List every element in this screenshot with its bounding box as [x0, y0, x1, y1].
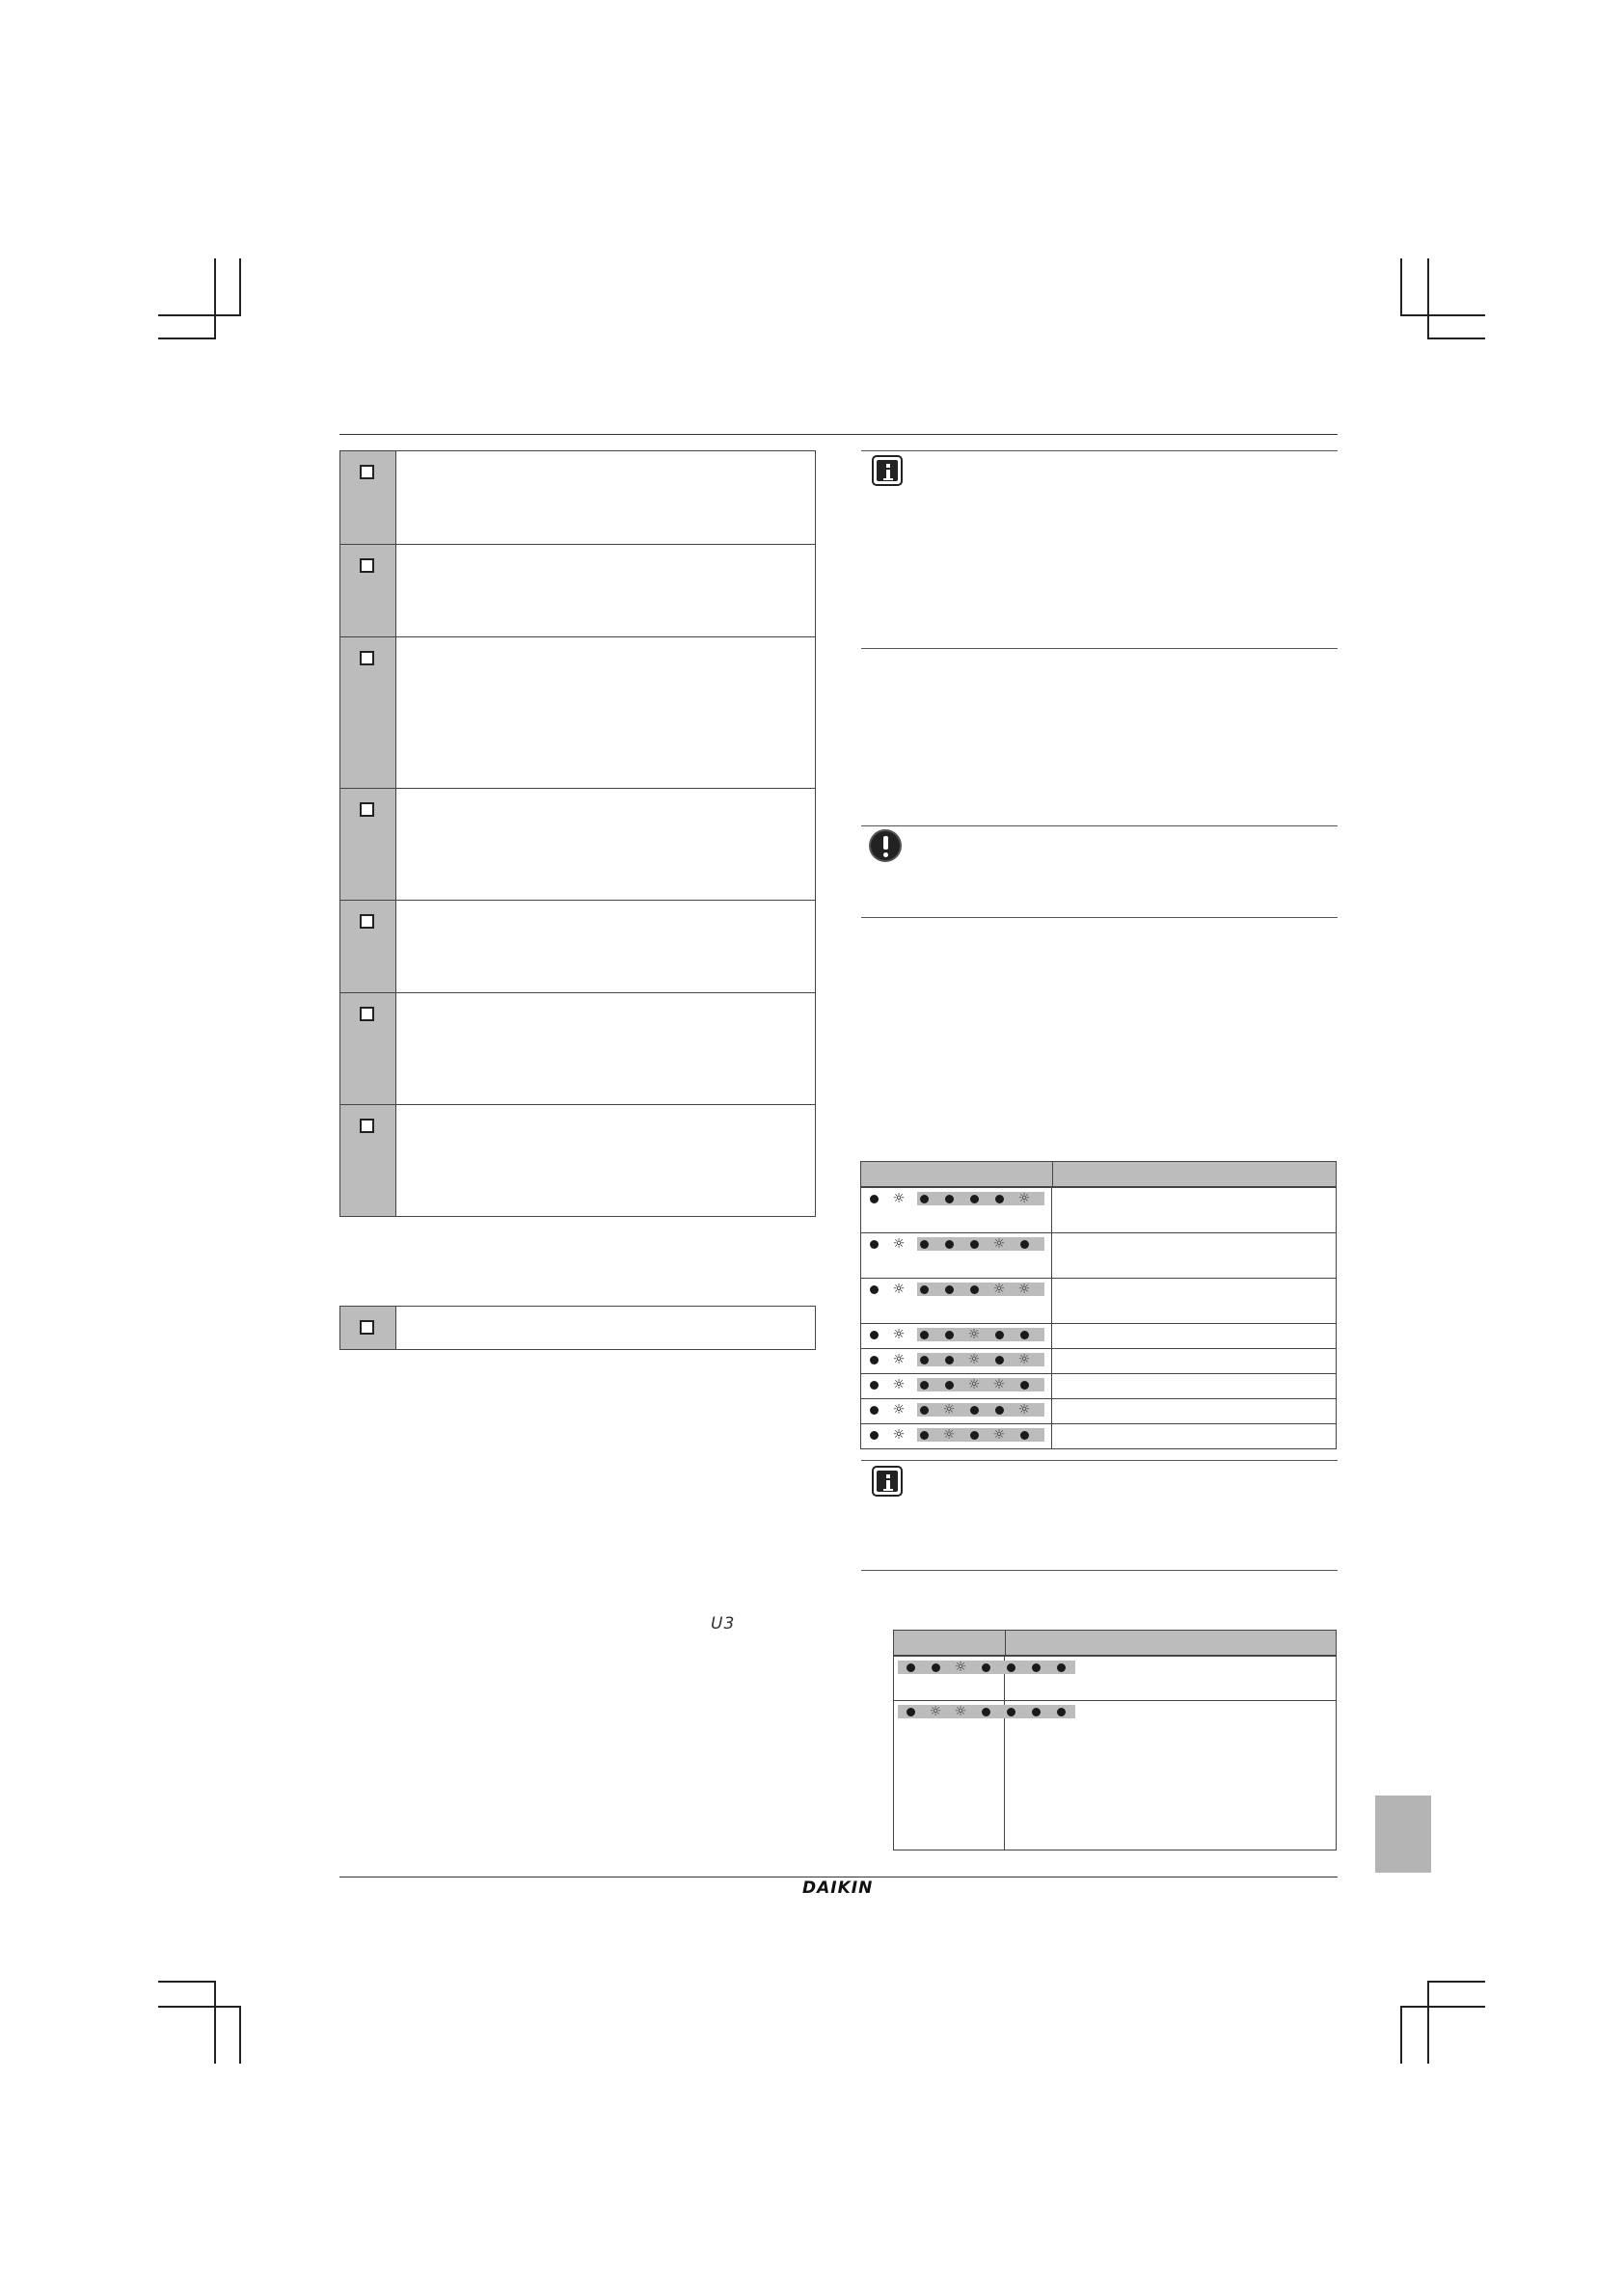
led-status-table: [893, 1630, 1337, 1850]
led-off-icon: [1023, 1661, 1048, 1674]
checklist-item-text: [396, 1307, 815, 1349]
led-off-icon: [861, 1403, 886, 1417]
checklist-row: [340, 636, 815, 788]
led-blink-icon: ☼: [929, 1704, 942, 1719]
led-off-icon: [911, 1428, 936, 1442]
led-blink-icon: ☼: [967, 1327, 981, 1342]
checklist-item-text: [396, 637, 815, 788]
led-off-icon: [998, 1705, 1023, 1718]
led-blink-icon: ☼: [1017, 1352, 1031, 1367]
crop-mark: [1400, 314, 1485, 316]
led-blink-icon: ☼: [942, 1402, 956, 1418]
checkbox[interactable]: [360, 1320, 374, 1335]
led-off-icon: [1012, 1428, 1037, 1442]
checklist-item-text: [396, 993, 815, 1104]
led-off-icon: [911, 1283, 936, 1296]
table-row: [861, 1187, 1336, 1232]
crop-mark: [1400, 2006, 1485, 2008]
crop-mark: [1400, 2006, 1402, 2064]
led-blink-icon: ☼: [992, 1427, 1006, 1443]
note-rule: [861, 917, 1338, 918]
led-blink-icon: ☼: [992, 1236, 1006, 1252]
header-rule: [339, 434, 1338, 435]
crop-mark: [158, 1981, 214, 1983]
checklist-checkbox-cell: [340, 1307, 396, 1349]
led-description-cell: [1005, 1701, 1336, 1850]
led-description-cell: [1052, 1424, 1336, 1448]
led-strip: [861, 1237, 1037, 1251]
crop-mark: [1400, 258, 1402, 316]
led-off-icon: [911, 1192, 936, 1205]
note-rule: [861, 825, 1338, 826]
crop-mark: [1427, 338, 1485, 339]
checklist-checkbox-cell: [340, 451, 396, 544]
led-off-icon: [898, 1705, 923, 1718]
led-strip: [861, 1403, 1037, 1417]
checklist-checkbox-cell: [340, 993, 396, 1104]
led-off-icon: [911, 1378, 936, 1391]
led-off-icon: [923, 1661, 948, 1674]
led-blink-fast-icon: ☼: [892, 1427, 906, 1443]
checklist-item-text: [396, 789, 815, 900]
led-off-icon: [1012, 1328, 1037, 1341]
checklist-checkbox-cell: [340, 789, 396, 900]
info-icon: [872, 455, 903, 486]
table-row: [861, 1232, 1336, 1278]
checklist-table: [339, 450, 816, 1217]
checklist-item-text: [396, 901, 815, 992]
checkbox[interactable]: [360, 651, 374, 665]
led-off-icon: [911, 1328, 936, 1341]
led-off-icon: [861, 1283, 886, 1296]
led-off-icon: [861, 1353, 886, 1366]
crop-mark: [214, 1981, 216, 2064]
led-off-icon: [911, 1353, 936, 1366]
checklist-row: [340, 451, 815, 544]
led-pattern-cell: [861, 1233, 1052, 1278]
led-pattern-cell: [861, 1374, 1052, 1398]
led-off-icon: [961, 1283, 987, 1296]
led-off-icon: [1048, 1661, 1073, 1674]
note-rule: [861, 1460, 1338, 1461]
led-off-icon: [961, 1403, 987, 1417]
led-off-icon: [1023, 1705, 1048, 1718]
checklist-checkbox-cell: [340, 1105, 396, 1216]
led-off-icon: [987, 1403, 1012, 1417]
table-row: [861, 1373, 1336, 1398]
crop-mark: [239, 2006, 241, 2064]
checklist-row: [340, 1104, 815, 1216]
led-strip: [861, 1283, 1037, 1296]
led-description-cell: [1052, 1349, 1336, 1373]
led-pattern-cell: [861, 1188, 1052, 1232]
led-strip: [861, 1328, 1037, 1341]
note-rule: [861, 1570, 1338, 1571]
crop-mark: [239, 258, 241, 316]
led-off-icon: [973, 1705, 998, 1718]
led-off-icon: [1012, 1378, 1037, 1391]
crop-mark: [1427, 258, 1429, 339]
led-blink-icon: ☼: [967, 1377, 981, 1392]
table-row: [894, 1700, 1336, 1850]
led-off-icon: [987, 1328, 1012, 1341]
checkbox[interactable]: [360, 914, 374, 929]
checkbox[interactable]: [360, 802, 374, 817]
led-off-icon: [861, 1328, 886, 1341]
led-off-icon: [936, 1378, 961, 1391]
checkbox[interactable]: [360, 1119, 374, 1133]
checklist-row: [340, 992, 815, 1104]
checklist-checkbox-cell: [340, 901, 396, 992]
led-blink-fast-icon: ☼: [892, 1236, 906, 1252]
led-blink-fast-icon: ☼: [892, 1377, 906, 1392]
led-off-icon: [936, 1283, 961, 1296]
table-row: [861, 1398, 1336, 1423]
led-blink-icon: ☼: [942, 1427, 956, 1443]
led-description-cell: [1052, 1374, 1336, 1398]
checklist-item-text: [396, 545, 815, 636]
led-pattern-cell: [894, 1701, 1005, 1850]
led-off-icon: [861, 1378, 886, 1391]
led-off-icon: [936, 1328, 961, 1341]
crop-mark: [158, 2006, 241, 2008]
led-blink-fast-icon: ☼: [892, 1402, 906, 1418]
status-code-label: U3: [711, 1614, 736, 1634]
led-blink-icon: ☼: [967, 1352, 981, 1367]
brand-logo: DAIKIN: [802, 1878, 874, 1898]
checklist-row: [340, 900, 815, 992]
led-strip: [861, 1428, 1037, 1442]
crop-mark: [1427, 1981, 1485, 1983]
crop-mark: [214, 258, 216, 339]
checklist-checkbox-cell: [340, 545, 396, 636]
led-off-icon: [961, 1237, 987, 1251]
checklist-item-text: [396, 451, 815, 544]
led-off-icon: [898, 1661, 923, 1674]
section-tab: [1375, 1796, 1431, 1873]
led-off-icon: [987, 1353, 1012, 1366]
led-pattern-cell: [861, 1279, 1052, 1323]
note-rule: [861, 648, 1338, 649]
led-blink-icon: ☼: [1017, 1191, 1031, 1206]
crop-mark: [1427, 1981, 1429, 2064]
note-rule: [861, 450, 1338, 451]
table-header: [894, 1631, 1336, 1656]
checklist-checkbox-cell: [340, 637, 396, 788]
led-off-icon: [861, 1428, 886, 1442]
led-off-icon: [911, 1237, 936, 1251]
warning-icon: [869, 829, 902, 862]
checklist-item-text: [396, 1105, 815, 1216]
checklist-single-item: [339, 1306, 816, 1350]
led-off-icon: [911, 1403, 936, 1417]
checklist-row: [340, 544, 815, 636]
led-description-cell: [1052, 1279, 1336, 1323]
table-header: [861, 1162, 1336, 1187]
led-pattern-cell: [894, 1657, 1005, 1700]
led-strip: [898, 1705, 1073, 1718]
led-description-cell: [1052, 1188, 1336, 1232]
checkbox[interactable]: [360, 465, 374, 479]
led-strip: [898, 1661, 1073, 1674]
led-pattern-cell: [861, 1349, 1052, 1373]
led-blink-icon: ☼: [992, 1282, 1006, 1297]
led-blink-icon: ☼: [954, 1704, 967, 1719]
led-off-icon: [936, 1353, 961, 1366]
led-strip: [861, 1378, 1037, 1391]
led-blink-icon: ☼: [954, 1660, 967, 1675]
led-status-table: [860, 1161, 1337, 1449]
led-off-icon: [861, 1192, 886, 1205]
led-off-icon: [998, 1661, 1023, 1674]
checkbox[interactable]: [360, 1007, 374, 1021]
led-blink-fast-icon: ☼: [892, 1327, 906, 1342]
led-blink-fast-icon: ☼: [892, 1352, 906, 1367]
led-description-cell: [1052, 1324, 1336, 1348]
led-off-icon: [961, 1428, 987, 1442]
led-blink-fast-icon: ☼: [892, 1282, 906, 1297]
checklist-row: [340, 788, 815, 900]
table-row: [861, 1423, 1336, 1448]
checkbox[interactable]: [360, 558, 374, 573]
table-row: [861, 1348, 1336, 1373]
led-description-cell: [1052, 1399, 1336, 1423]
table-row: [861, 1323, 1336, 1348]
info-icon: [872, 1466, 903, 1497]
table-row: [894, 1656, 1336, 1700]
led-off-icon: [1048, 1705, 1073, 1718]
led-off-icon: [973, 1661, 998, 1674]
led-off-icon: [987, 1192, 1012, 1205]
led-blink-icon: ☼: [992, 1377, 1006, 1392]
led-pattern-cell: [861, 1399, 1052, 1423]
crop-mark: [158, 338, 214, 339]
led-blink-icon: ☼: [1017, 1282, 1031, 1297]
led-strip: [861, 1192, 1037, 1205]
led-strip: [861, 1353, 1037, 1366]
led-off-icon: [861, 1237, 886, 1251]
led-blink-icon: ☼: [1017, 1402, 1031, 1418]
led-off-icon: [961, 1192, 987, 1205]
led-blink-fast-icon: ☼: [892, 1191, 906, 1206]
table-row: [861, 1278, 1336, 1323]
led-pattern-cell: [861, 1424, 1052, 1448]
led-off-icon: [936, 1237, 961, 1251]
led-pattern-cell: [861, 1324, 1052, 1348]
led-off-icon: [936, 1192, 961, 1205]
led-description-cell: [1052, 1233, 1336, 1278]
led-off-icon: [1012, 1237, 1037, 1251]
crop-mark: [158, 314, 241, 316]
